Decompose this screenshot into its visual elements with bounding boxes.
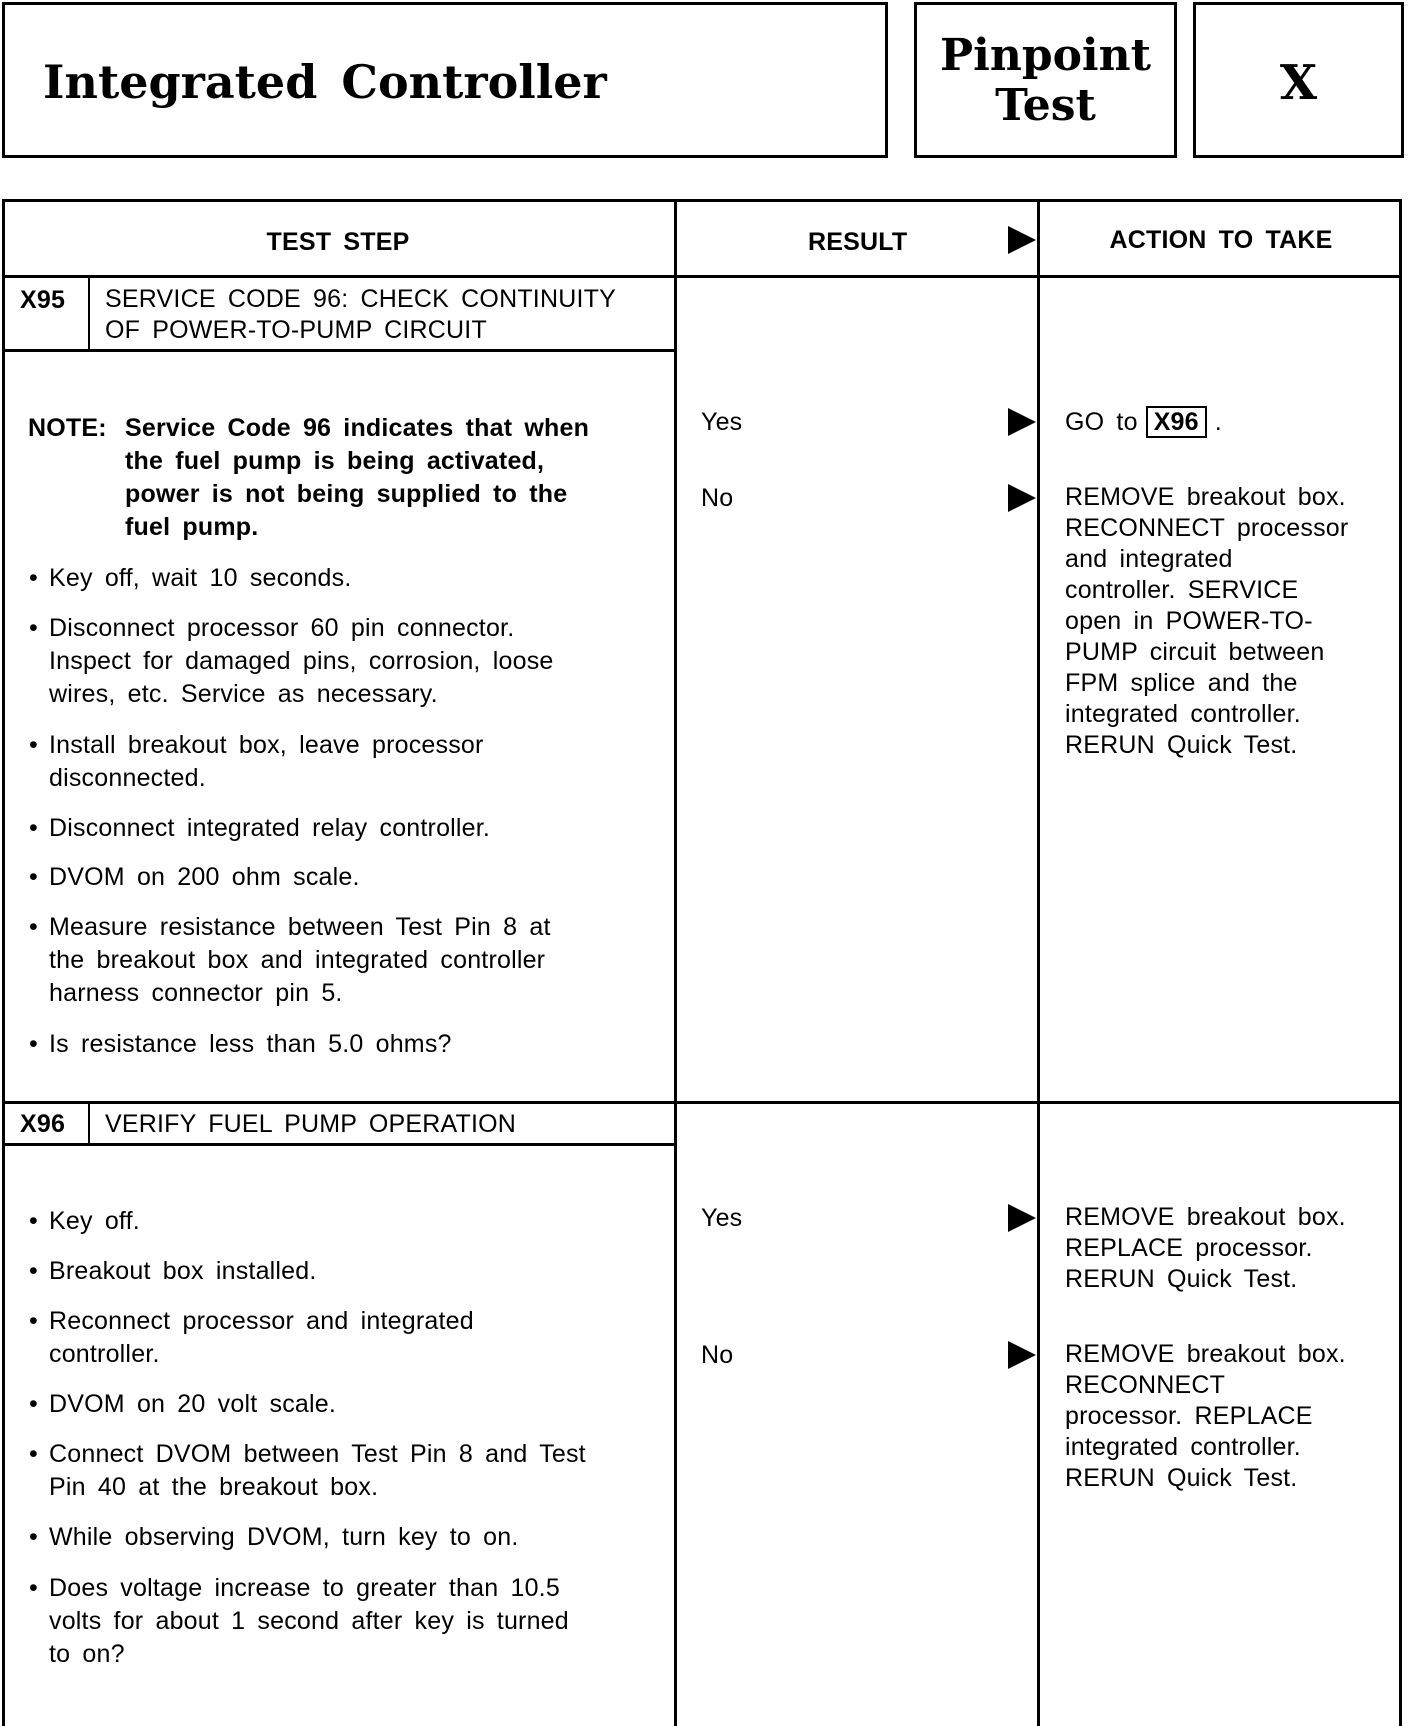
step-bullet: • Is resistance less than 5.0 ohms?: [49, 1028, 452, 1061]
arrow-icon: [1008, 226, 1036, 254]
step-bullet: • Disconnect integrated relay controller.: [49, 812, 490, 845]
action-text: REMOVE breakout box. RECONNECT processor and integrated controller. SERVICE open in POWER-TO- PUMP circuit between FPM splice and the integrated controller. RERUN Quick Test.: [1065, 483, 1349, 759]
step-bullet: • Breakout box installed.: [49, 1255, 317, 1288]
column-header-result: RESULT: [808, 228, 908, 256]
step-bullet: • Connect DVOM between Test Pin 8 and Test Pin 40 at the breakout box.: [49, 1438, 586, 1504]
result-no: No: [701, 1341, 734, 1369]
step-bullet: • DVOM on 20 volt scale.: [49, 1388, 336, 1421]
step-divider: [2, 1101, 1402, 1104]
test-type-label: [917, 31, 1174, 131]
step-bullet: • Disconnect processor 60 pin connector. Inspect for damaged pins, corrosion, loose wires, etc. Service as necessary.: [49, 612, 554, 711]
note-text: Service Code 96 indicates that when the fuel pump is being activated, power is not being supplied to the fuel pump.: [125, 414, 590, 541]
step-id-divider: [88, 1103, 90, 1144]
step-bullet: • Key off, wait 10 seconds.: [49, 562, 351, 595]
test-type-line2: Test: [995, 80, 1096, 131]
test-type-line1: Pinpoint: [940, 30, 1151, 81]
result-no: No: [701, 484, 734, 512]
test-letter: X: [1279, 55, 1318, 111]
result-yes: Yes: [701, 1204, 743, 1232]
step-bullet: • Key off.: [49, 1205, 140, 1238]
result-yes: Yes: [701, 408, 743, 436]
title-box: [2, 2, 888, 158]
step-title: SERVICE CODE 96: CHECK CONTINUITY OF POWER-TO-PUMP CIRCUIT: [105, 285, 616, 344]
step-id: X95: [20, 286, 66, 314]
action-text: REMOVE breakout box. REPLACE processor. RERUN Quick Test.: [1065, 1203, 1346, 1293]
step-bullet: • Reconnect processor and integrated controller.: [49, 1305, 474, 1371]
action-text: REMOVE breakout box. RECONNECT processor. REPLACE integrated controller. RERUN Quick Test.: [1065, 1340, 1346, 1492]
arrow-icon: [1008, 484, 1036, 512]
action-goto-suffix: .: [1214, 408, 1222, 436]
column-divider: [674, 199, 677, 1726]
arrow-icon: [1008, 408, 1036, 436]
test-letter-box: [1193, 2, 1404, 158]
test-type-box: [914, 2, 1177, 158]
arrow-icon: [1008, 1204, 1036, 1232]
header-divider: [2, 275, 1402, 278]
arrow-icon: [1008, 1341, 1036, 1369]
step-bullet: • While observing DVOM, turn key to on.: [49, 1521, 519, 1554]
column-divider: [1037, 199, 1040, 1726]
step-title: VERIFY FUEL PUMP OPERATION: [105, 1110, 517, 1138]
step-bullet: • DVOM on 200 ohm scale.: [49, 861, 360, 894]
step-id-divider: [88, 277, 90, 350]
step-bullet: • Does voltage increase to greater than 10.5 volts for about 1 second after key is turned to on?: [49, 1572, 569, 1671]
action-goto-text: GO to: [1065, 408, 1138, 436]
step-bullet: • Install breakout box, leave processor disconnected.: [49, 729, 484, 795]
action-goto: [1065, 406, 1222, 439]
step-id: X96: [20, 1110, 66, 1138]
step-reference-link[interactable]: X96: [1146, 406, 1207, 438]
page-title: Integrated Controller: [43, 55, 607, 109]
column-header-action: ACTION TO TAKE: [1109, 226, 1333, 254]
note-label: NOTE:: [28, 414, 107, 442]
step-header-divider: [2, 1143, 676, 1146]
step-bullet: • Measure resistance between Test Pin 8 at the breakout box and integrated controller harness connector pin 5.: [49, 911, 551, 1010]
step-header-divider: [2, 349, 676, 352]
column-header-test-step: TEST STEP: [266, 228, 410, 256]
